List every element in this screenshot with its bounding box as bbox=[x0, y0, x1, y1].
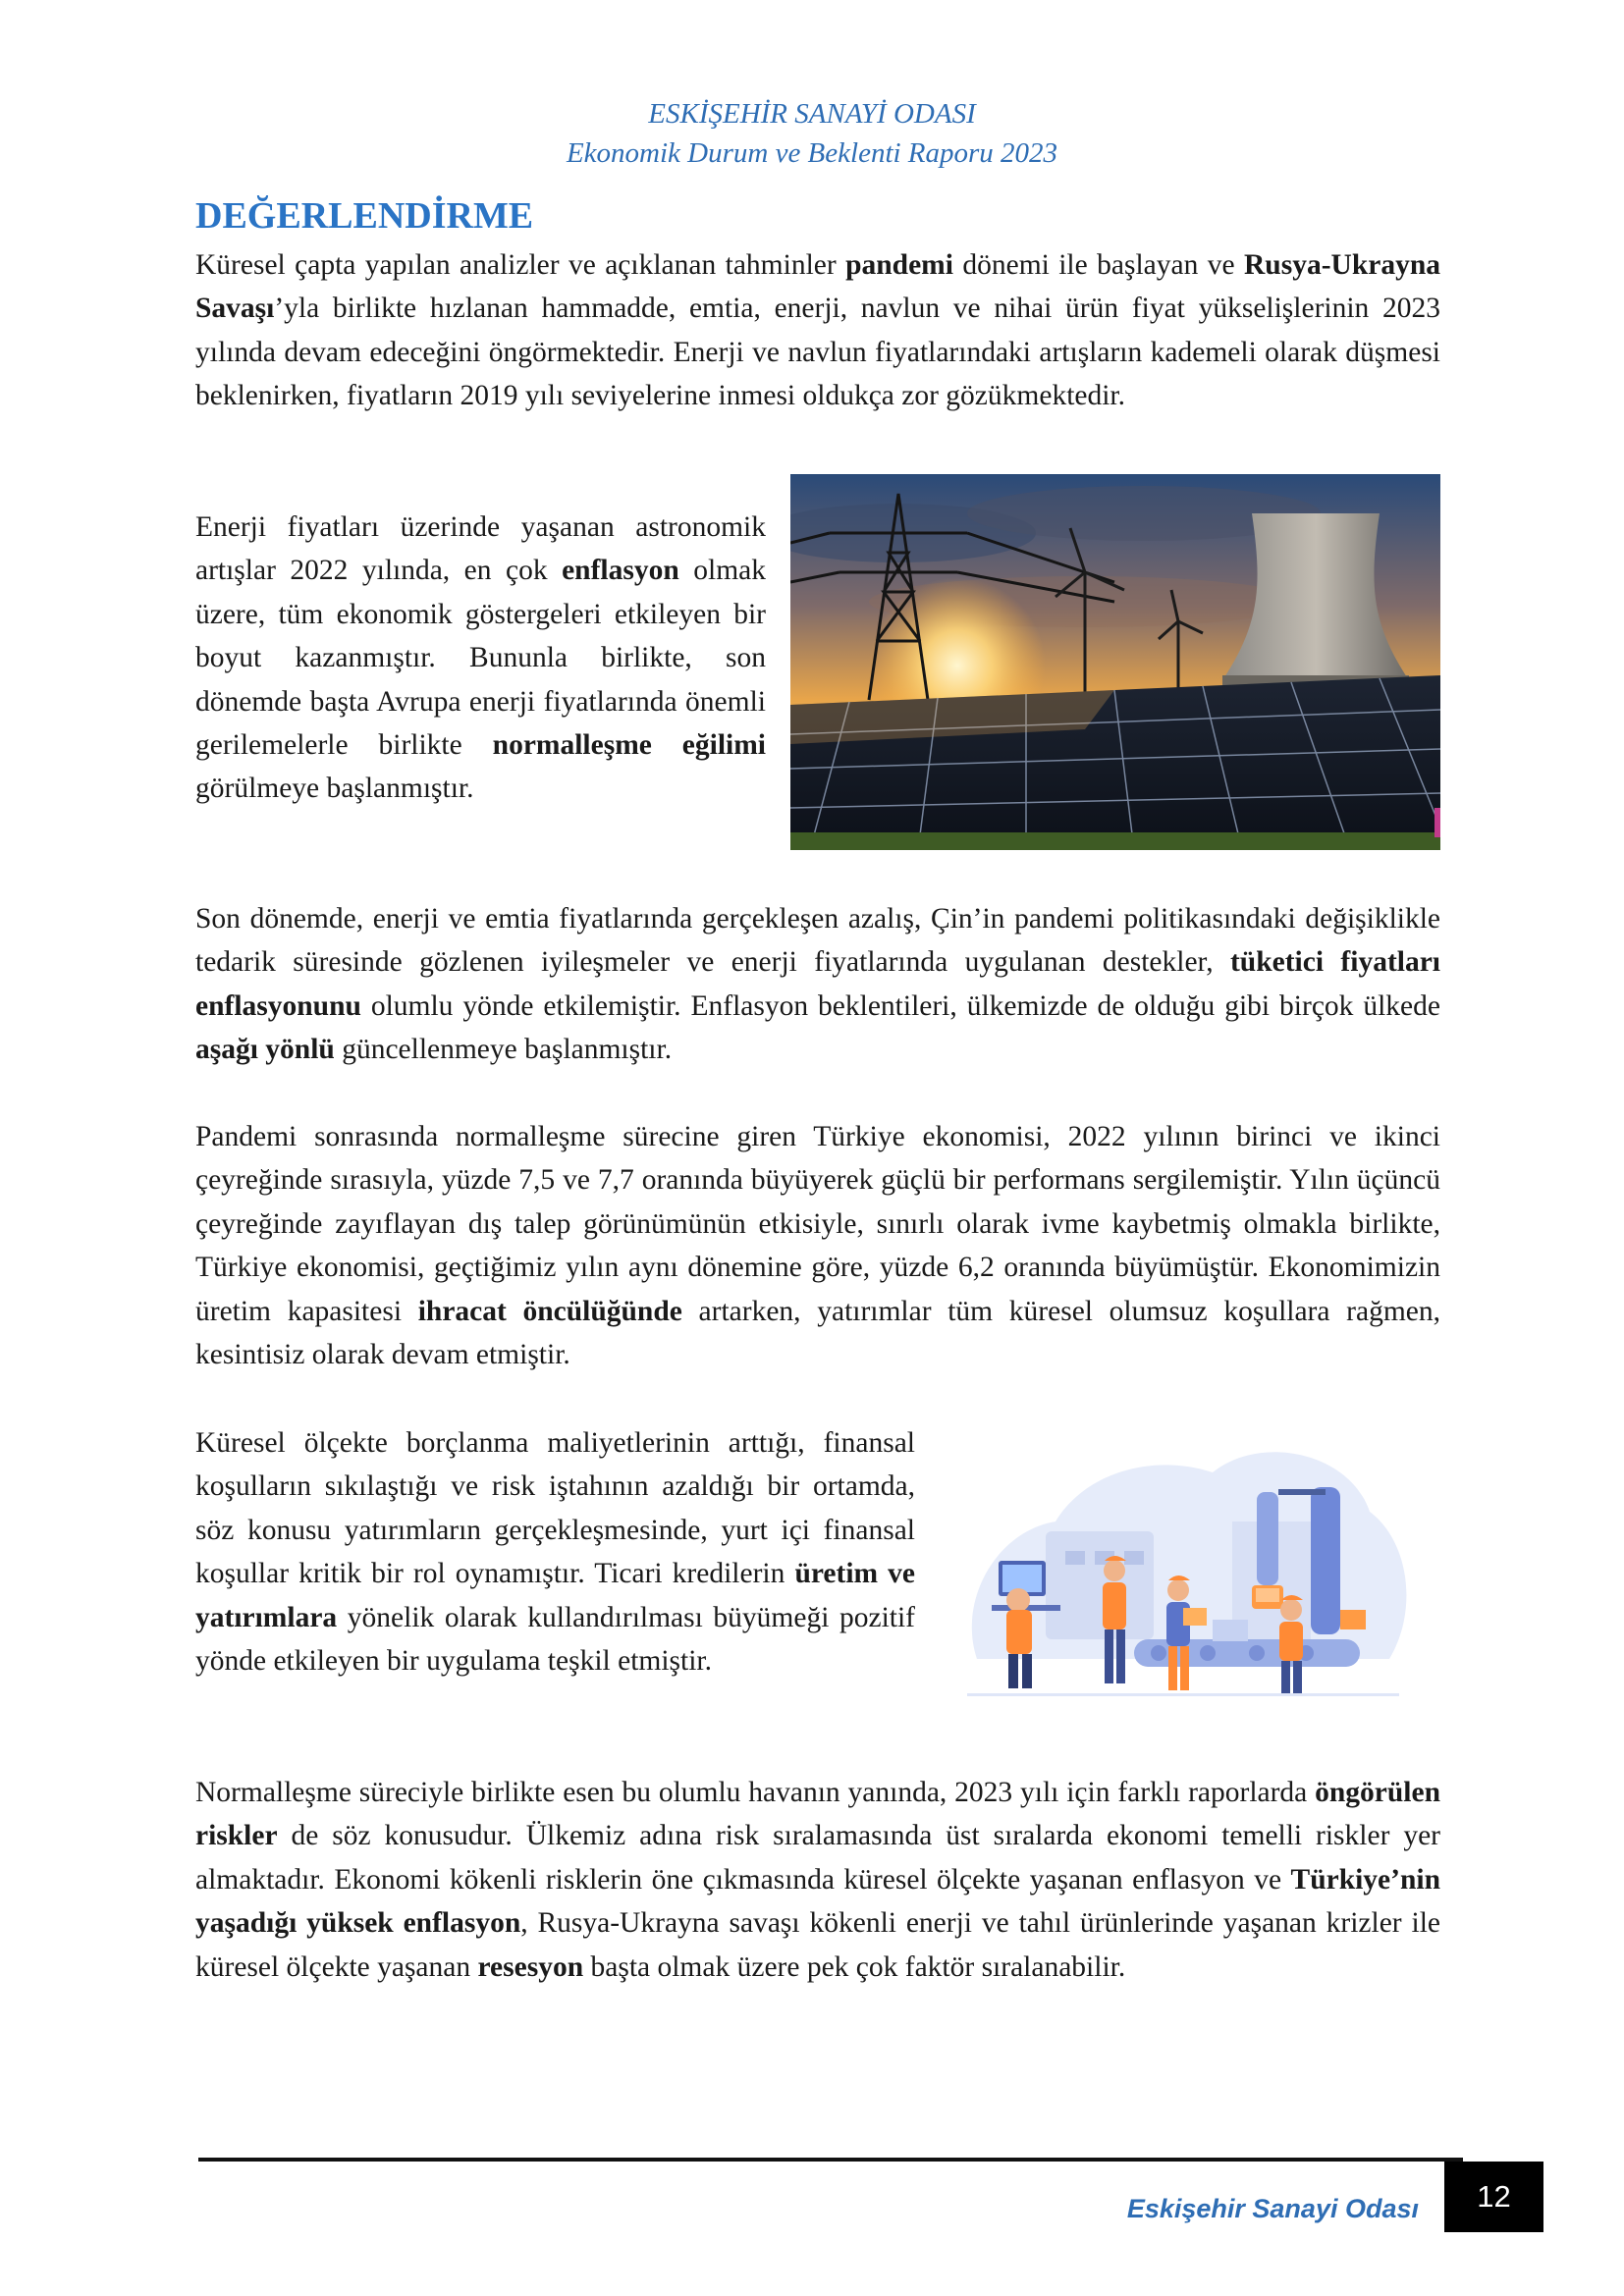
text-run: artarken, yatırımlar tüm küresel olumsuz koşullara rağmen, kesintisiz olarak devam etmiştir. bbox=[195, 1295, 1440, 1371]
bold-term: normalleşme eğilimi bbox=[492, 729, 766, 762]
page-number: 12 bbox=[1444, 2162, 1543, 2232]
text-run: olumlu yönde etkilemiştir. Enflasyon beklentileri, ülkemizde de olduğu gibi birçok ülkede bbox=[360, 989, 1440, 1022]
text-run: olmak üzere, tüm ekonomik göstergeleri etkileyen bir boyut kazanmıştır. Bununla birlikte, son dönemde başta Avrupa enerji fiyatlarında önemli gerilemelerle birlikte bbox=[195, 555, 766, 762]
text-run: Normalleşme süreciyle birlikte esen bu olumlu havanın yanında, 2023 yılı için farklı raporlarda bbox=[195, 1777, 1316, 1808]
factory-workers-illustration bbox=[938, 1414, 1426, 1718]
text-run: Pandemi sonrasında normalleşme sürecine giren Türkiye ekonomisi, 2022 yılının birinci ve ikinci çeyreğinde sırasıyla, yüzde 7,5 ve 7,7 oranında büyüyerek güçlü bir performans sergilemiştir. Yılın üçüncü çeyreğinde zayıflayan dış talep görünümünün etkisiyle, sınırlı olarak ivme kaybetmiş olmakla birlikte, Türkiye ekonomisi, geçtiğimiz yılın aynı dönemine göre, yüzde 6,2 oranında büyümüştür. Ekonomimizin üretim kapasitesi bbox=[195, 1121, 1440, 1327]
text-run: Küresel ölçekte borçlanma maliyetlerinin arttığı, finansal koşulların sıkılaştığı ve risk iştahının azaldığı bir ortamda, söz konusu yatırımların gerçekleşmesinde, yurt içi finansal koşullar kritik bir rol oynamıştır. Ticari kredilerin bbox=[195, 1427, 915, 1590]
energy-landscape-photo bbox=[790, 474, 1440, 850]
bold-term: Rusya-Ukrayna Savaşı bbox=[195, 249, 1440, 325]
report-header bbox=[0, 94, 1624, 173]
text-run: Son dönemde, enerji ve emtia fiyatlarında gerçekleşen azalış, Çin’in pandemi politikasındaki değişiklikle tedarik süresinde gözlenen iyileşmeler ve enerji fiyatlarında uygulanan destekler, bbox=[195, 903, 1440, 979]
text-run: de söz konusudur. Ülkemiz adına risk sıralamasında üst sıralarda ekonomi temelli riskler yer almaktadır. Ekonomi kökenli risklerin öne çıkmasında küresel ölçekte yaşanan enflasyon ve bbox=[195, 1820, 1440, 1896]
text-run: Enerji fiyatları üzerinde yaşanan astronomik artışlar 2022 yılında, en çok bbox=[195, 511, 766, 587]
paragraph-4 bbox=[195, 1115, 1440, 1376]
text-run: görülmeye başlanmıştır. bbox=[195, 773, 474, 805]
header-report-title: Ekonomik Durum ve Beklenti Raporu 2023 bbox=[566, 137, 1058, 169]
bold-term: pandemi bbox=[845, 249, 953, 281]
header-organization: ESKİŞEHİR SANAYİ ODASI bbox=[648, 98, 976, 130]
footer-divider bbox=[198, 2158, 1463, 2162]
text-run: dönemi ile başlayan ve bbox=[952, 249, 1244, 281]
bold-term: aşağı yönlü bbox=[195, 1034, 335, 1066]
bold-term: enflasyon bbox=[562, 555, 679, 587]
paragraph-1 bbox=[195, 243, 1440, 418]
paragraph-3 bbox=[195, 897, 1440, 1072]
text-run: , Rusya-Ukrayna savaşı kökenli enerji ve tahıl ürünlerinde yaşanan krizler ile küresel ölçekte yaşanan bbox=[195, 1907, 1440, 1983]
text-run: yönelik olarak kullandırılması büyümeği pozitif yönde etkileyen bir uygulama teşkil etmiştir. bbox=[195, 1601, 915, 1678]
text-run: güncellenmeye başlanmıştır. bbox=[334, 1034, 673, 1066]
text-run: ’yla birlikte hızlanan hammadde, emtia, enerji, navlun ve nihai ürün fiyat yükselişlerinin 2023 yılında devam edeceğini öngörmektedir. Enerji ve navlun fiyatlarındaki artışların kademeli olarak düşmesi beklenirken, fiyatların 2019 yılı seviyelerine inmesi oldukça zor gözükmektedir. bbox=[195, 293, 1440, 412]
text-run: başta olmak üzere pek çok faktör sıralanabilir. bbox=[583, 1950, 1126, 1983]
text-run: Küresel çapta yapılan analizler ve açıklanan tahminler bbox=[195, 249, 846, 281]
section-title: DEĞERLENDİRME bbox=[195, 195, 534, 237]
bold-term: resesyon bbox=[477, 1950, 584, 1983]
bold-term: Türkiye’nin yaşadığı yüksek enflasyon bbox=[195, 1863, 1440, 1940]
footer-organization: Eskişehir Sanayi Odası bbox=[1126, 2194, 1419, 2223]
paragraph-5 bbox=[195, 1421, 915, 1682]
bold-term: öngörülen riskler bbox=[195, 1777, 1440, 1852]
paragraph-6 bbox=[195, 1771, 1440, 1989]
paragraph-2 bbox=[195, 506, 766, 811]
bold-term: tüketici fiyatları enflasyonunu bbox=[195, 946, 1441, 1022]
bold-term: üretim ve yatırımlara bbox=[195, 1558, 916, 1633]
bold-term: ihracat öncülüğünde bbox=[417, 1295, 682, 1327]
